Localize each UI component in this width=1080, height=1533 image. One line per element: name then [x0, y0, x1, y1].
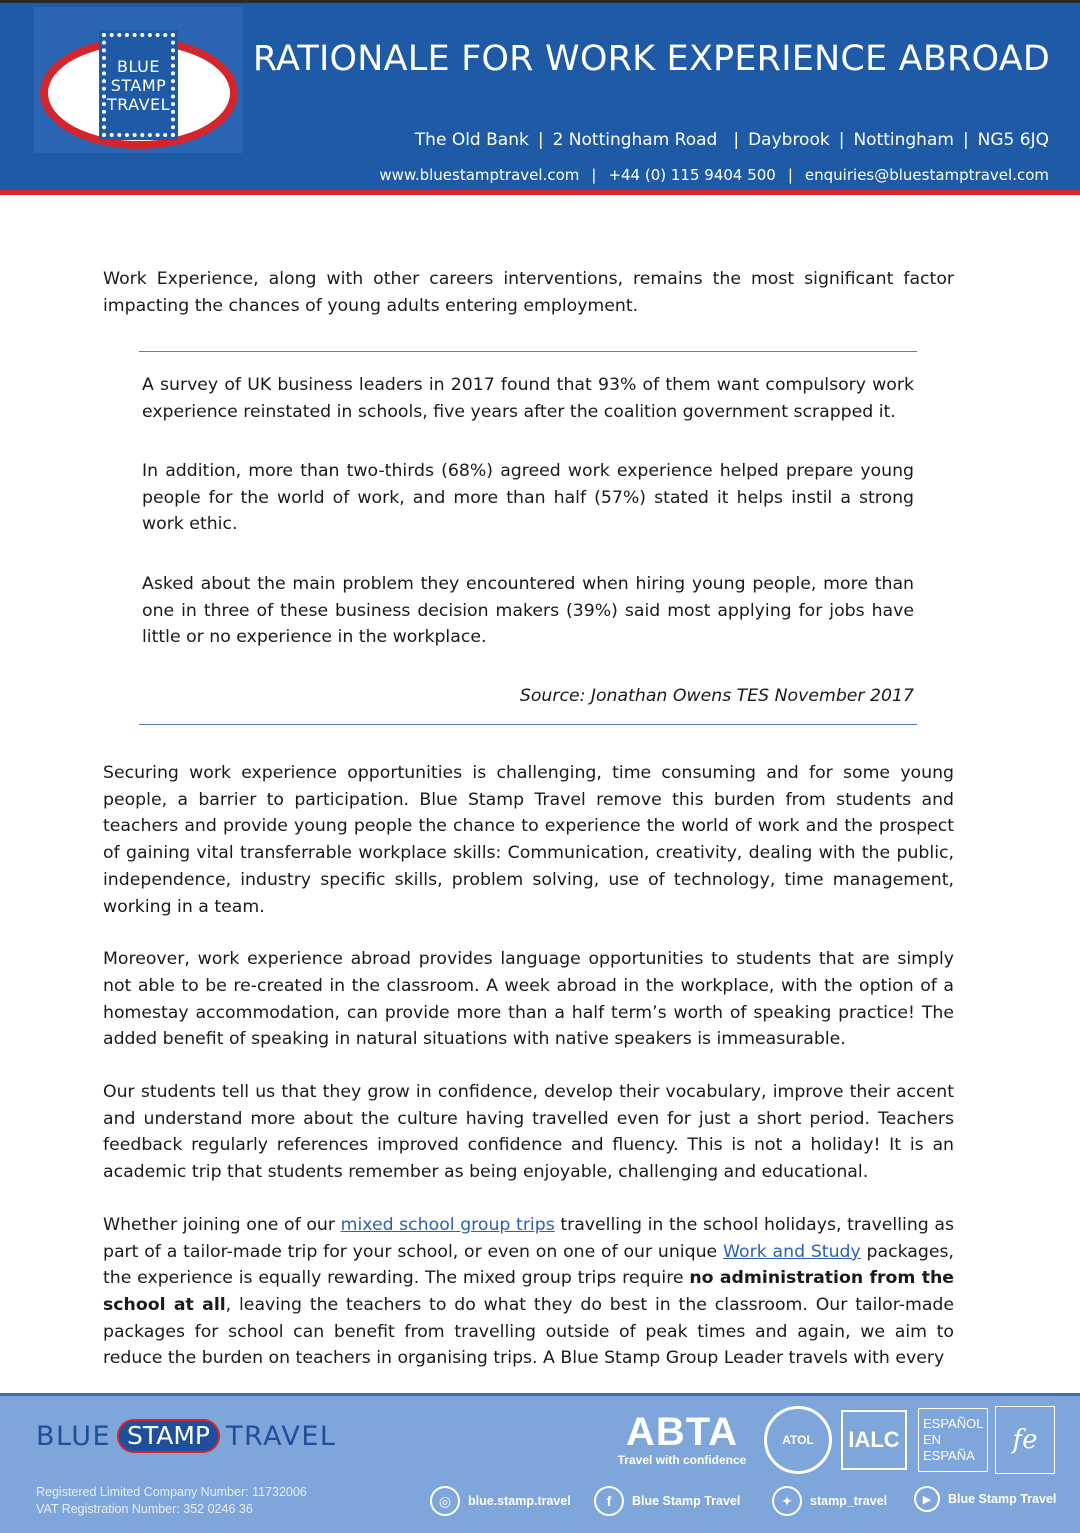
- blue-stamp-travel-logo: [34, 7, 243, 153]
- header-red-stripe: [0, 190, 1080, 195]
- ialc-text: IALC: [848, 1427, 900, 1452]
- youtube-icon: ▶: [914, 1486, 940, 1512]
- instagram-handle: blue.stamp.travel: [468, 1494, 571, 1508]
- twitter-link[interactable]: [772, 1486, 887, 1516]
- page-footer: [0, 1393, 1080, 1533]
- youtube-link[interactable]: [914, 1486, 1056, 1512]
- company-number: Registered Limited Company Number: 11732006: [36, 1485, 307, 1499]
- header-address: [415, 130, 1049, 150]
- espanol-en-espana-badge: [918, 1408, 988, 1472]
- securing-paragraph: Securing work experience opportunities is challenging, time consuming and for some young people, a barrier to participation. Blue Stamp Travel remove this burden from students and teachers and provide young people the chance to experience the world of work and the prospect of gaining vital transferrable workplace skills: Communication, creativity, dealing with the public, independence, industry specific skills, problem solving, use of technology, time management, working in a team.: [103, 763, 954, 917]
- page-header: [0, 0, 1080, 195]
- abta-badge: [612, 1408, 752, 1470]
- page-title: RATIONALE FOR WORK EXPERIENCE ABROAD: [252, 39, 1050, 79]
- students-paragraph: Our students tell us that they grow in confidence, develop their vocabulary, improve their accent and understand more about the culture having travelled even for just a short period. Teachers feedback regularly references improved confidence and fluency. This is not a holiday! It is an academic trip that students remember as being enjoyable, challenging and educational.: [103, 1082, 954, 1183]
- moreover-paragraph: Moreover, work experience abroad provides language opportunities to students that are simply not able to be re-created in the classroom. A week abroad in the workplace, with the option of a homestay accommodation, can provide more than a half term’s worth of speaking practice! The added benefit of speaking in natural situations with native speakers is immeasurable.: [103, 949, 954, 1050]
- twitter-handle: stamp_travel: [810, 1494, 888, 1508]
- intro-section: [103, 266, 954, 319]
- whether-paragraph: [103, 1212, 954, 1372]
- instagram-link[interactable]: [430, 1486, 571, 1516]
- youtube-handle: Blue Stamp Travel: [948, 1492, 1057, 1506]
- whether-text-4: , leaving the teachers to do what they do best in the classroom. Our tailor-made packages for school can benefit from travelling outside of peak times and again, we aim to reduce the burden on teachers in organising trips. A Blue Stamp Group Leader travels with every: [103, 1294, 955, 1369]
- intro-paragraph: Work Experience, along with other careers interventions, remains the most significant factor impacting the chances of young adults entering employment.: [103, 269, 954, 316]
- survey-quote-block: [139, 351, 917, 725]
- header-contact: [379, 166, 1049, 184]
- footer-logo: [36, 1419, 336, 1453]
- vat-number: VAT Registration Number: 352 0246 36: [36, 1502, 253, 1516]
- website-link[interactable]: www.bluestamptravel.com: [379, 166, 580, 184]
- address-separator: |: [838, 130, 845, 150]
- espanol-line-1: ESPAÑOL: [923, 1416, 984, 1431]
- quote-paragraph-2: In addition, more than two-thirds (68%) agreed work experience helped prepare young people for the world of work, and more than half (57%) stated it helps instil a strong work ethic.: [142, 461, 914, 534]
- whether-text-3: packages, the experience is equally rewarding. The mixed group trips require: [103, 1241, 954, 1289]
- fe-text: fe: [1012, 1425, 1038, 1455]
- instagram-icon: ◎: [430, 1486, 460, 1516]
- address-separator: |: [962, 130, 969, 150]
- registration-info: [36, 1484, 307, 1518]
- quote-paragraph-1: A survey of UK business leaders in 2017 found that 93% of them want compulsory work experience reinstated in schools, five years after the coalition government scrapped it.: [142, 375, 914, 422]
- footer-logo-travel: TRAVEL: [226, 1420, 337, 1452]
- contact-separator: |: [591, 166, 597, 184]
- address-town: Daybrook: [748, 130, 830, 150]
- phone-number: +44 (0) 115 9404 500: [608, 166, 776, 184]
- address-line-1: The Old Bank: [414, 130, 529, 150]
- facebook-link[interactable]: [594, 1486, 740, 1516]
- ialc-badge: [841, 1410, 907, 1470]
- footer-logo-blue: BLUE: [36, 1420, 112, 1452]
- atol-badge: [764, 1406, 832, 1474]
- footer-logo-stamp: STAMP: [117, 1419, 220, 1453]
- work-and-study-link[interactable]: Work and Study: [722, 1241, 861, 1262]
- quote-source: Source: Jonathan Owens TES November 2017: [519, 686, 914, 706]
- abta-logo-text: ABTA: [625, 1410, 739, 1454]
- whether-text-1: Whether joining one of our: [103, 1214, 341, 1235]
- twitter-icon: ✦: [772, 1486, 802, 1516]
- address-line-2: 2 Nottingham Road: [552, 130, 718, 150]
- contact-separator: |: [787, 166, 793, 184]
- logo-stamp: [102, 33, 175, 137]
- whether-text-2: travelling in the school holidays, travelling as part of a tailor-made trip for your school, or even on one of our unique: [103, 1214, 954, 1262]
- atol-text: ATOL: [782, 1433, 814, 1447]
- address-separator: |: [537, 130, 544, 150]
- mixed-school-group-trips-link[interactable]: mixed school group trips: [340, 1214, 555, 1235]
- address-separator: |: [733, 130, 740, 150]
- logo-word-blue: BLUE: [117, 56, 160, 76]
- logo-word-travel: TRAVEL: [106, 94, 171, 114]
- fe-badge: [995, 1406, 1055, 1474]
- abta-tagline: Travel with confidence: [617, 1453, 747, 1467]
- no-administration-bold: no administration from the school at all: [103, 1268, 954, 1315]
- body-section: [103, 760, 954, 1372]
- espanol-line-3: ESPAÑA: [923, 1448, 975, 1463]
- address-city: Nottingham: [853, 130, 954, 150]
- espanol-line-2: EN: [923, 1432, 942, 1447]
- logo-word-stamp: STAMP: [110, 75, 167, 95]
- email-link[interactable]: enquiries@bluestamptravel.com: [804, 166, 1049, 184]
- facebook-icon: f: [594, 1486, 624, 1516]
- quote-paragraph-3: Asked about the main problem they encountered when hiring young people, more than one in three of these business decision makers (39%) said most applying for jobs have little or no experience in the workplace.: [142, 574, 914, 647]
- facebook-handle: Blue Stamp Travel: [632, 1494, 741, 1508]
- address-postcode: NG5 6JQ: [977, 130, 1049, 150]
